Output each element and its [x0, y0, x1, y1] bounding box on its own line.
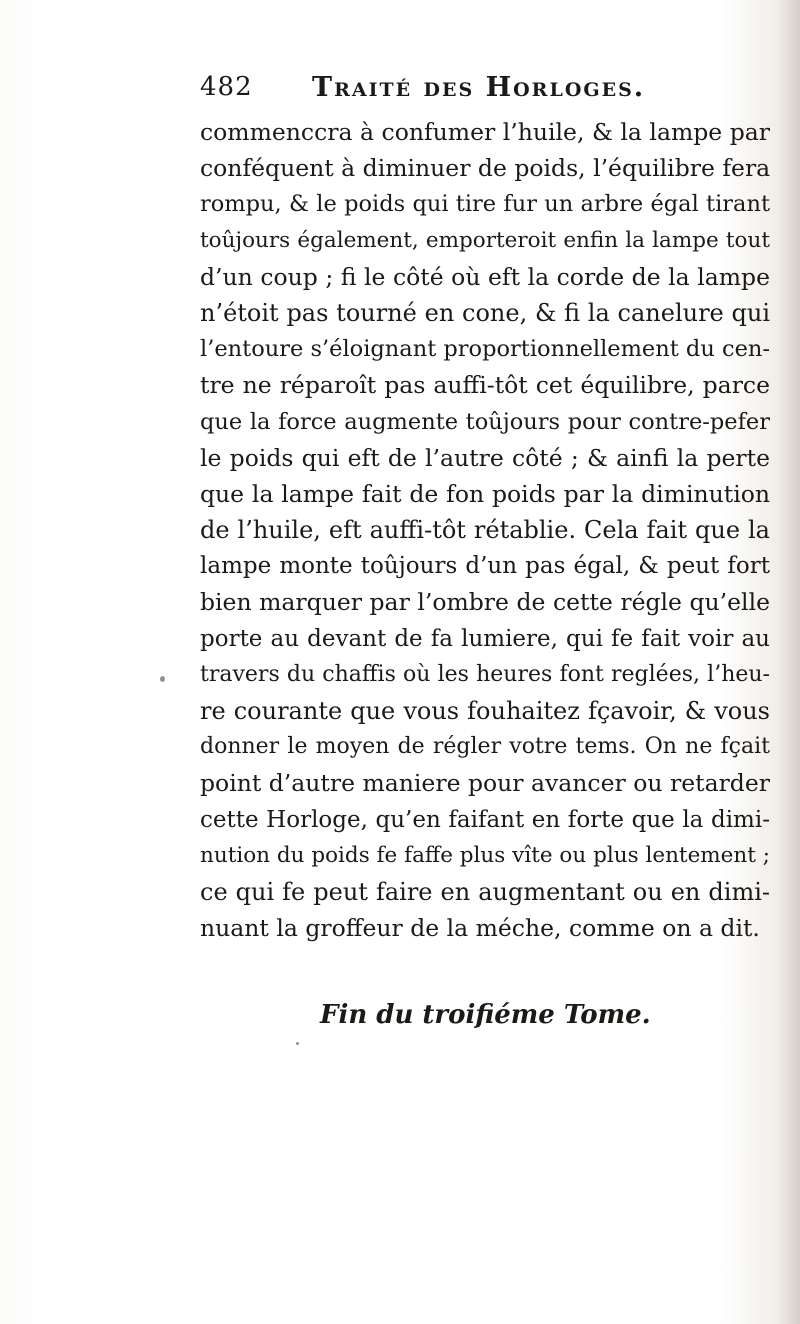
text-line: le poids qui eft de l’autre côté ; & ainfi la perte: [200, 443, 770, 472]
running-header: [200, 72, 760, 112]
text-line: que la force augmente toûjours pour contre-pefer: [200, 408, 770, 435]
text-line: re courante que vous fouhaitez fçavoir, & vous: [200, 697, 770, 725]
closing-line: Fin du troifiéme Tome.: [320, 1000, 651, 1030]
text-line: nution du poids fe faffe plus vîte ou plus lentement ;: [200, 842, 770, 868]
text-line: point d’autre maniere pour avancer ou retarder: [200, 769, 770, 798]
text-line: cette Horloge, qu’en faifant en forte que la dimi-: [200, 806, 770, 833]
running-title: Traité des Horloges.: [312, 72, 646, 103]
text-line: toûjours également, emporteroit enfin la lampe tout: [200, 227, 770, 253]
text-line: ce qui fe peut faire en augmentant ou en dimi-: [200, 877, 770, 906]
text-line: donner le moyen de régler votre tems. On ne fçait: [200, 734, 770, 760]
text-line: n’étoit pas tourné en cone, & fi la canelure qui: [200, 298, 770, 327]
page-number: 482: [200, 72, 253, 102]
ink-speck: [160, 676, 165, 682]
text-line: travers du chaffis où les heures font reglées, l’heu-: [200, 661, 770, 687]
text-line: lampe monte toûjours d’un pas égal, & peut fort: [200, 553, 770, 580]
text-line: conféquent à diminuer de poids, l’équilibre fera: [200, 154, 771, 183]
text-line: l’entoure s’éloignant proportionnellement du cen-: [200, 336, 770, 363]
body-text: [200, 114, 770, 946]
text-line: de l’huile, eft auffi-tôt rétablie. Cela fait que la: [200, 516, 770, 545]
text-line: d’un coup ; fi le côté où eft la corde de la lampe: [200, 262, 770, 291]
text-line: nuant la groffeur de la méche, comme on a dit.: [200, 914, 760, 943]
text-line: porte au devant de fa lumiere, qui fe fait voir au: [200, 625, 770, 652]
ink-speck: [296, 1042, 299, 1045]
text-line: commenccra à confumer l’huile, & la lampe par: [200, 118, 770, 146]
text-line: rompu, & le poids qui tire fur un arbre égal tirant: [200, 191, 770, 218]
text-line: bien marquer par l’ombre de cette régle qu’elle: [200, 588, 770, 617]
text-line: tre ne réparoît pas auffi-tôt cet équilibre, parce: [200, 371, 770, 400]
page-edge-shadow: [778, 0, 800, 1324]
text-line: que la lampe fait de fon poids par la diminution: [200, 479, 770, 508]
